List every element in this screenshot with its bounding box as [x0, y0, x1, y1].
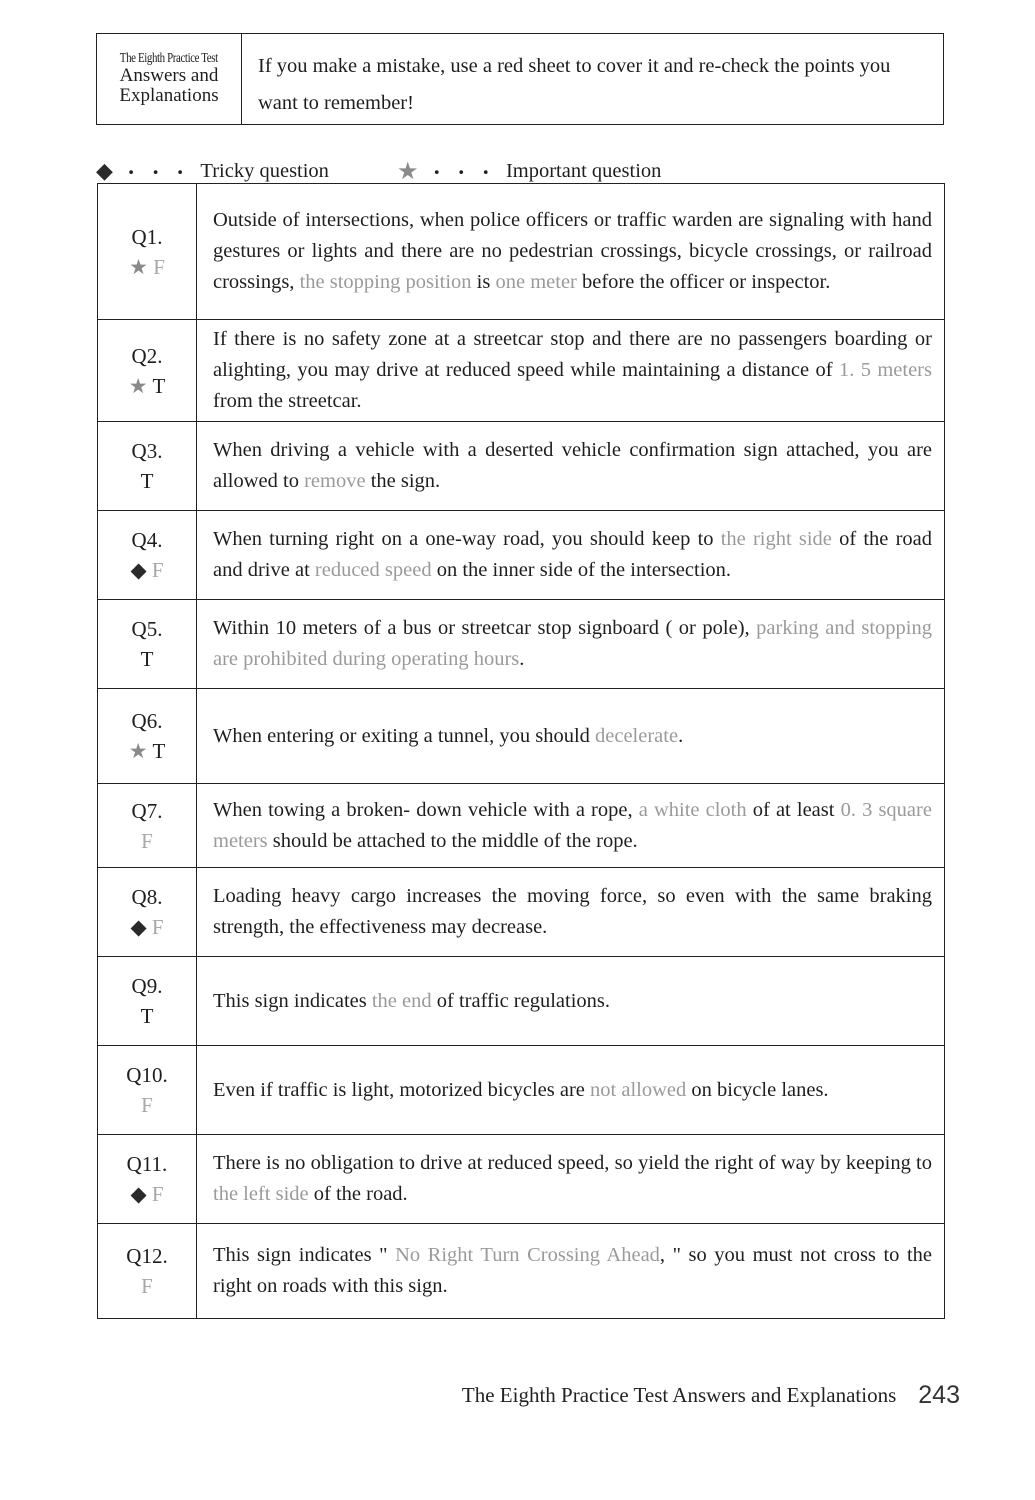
question-row — [98, 320, 945, 422]
explanation-text — [197, 1135, 945, 1224]
explanation-segment: When towing a broken- down vehicle with a rope, — [213, 798, 639, 821]
explanation-text — [197, 1224, 945, 1319]
key-phrase: the right side — [720, 528, 832, 550]
key-phrase: a white cloth — [638, 798, 747, 821]
answer-value: F — [141, 828, 153, 853]
answer-value: T — [152, 739, 166, 763]
question-row — [98, 511, 945, 600]
legend-important-label: Important question — [505, 159, 662, 182]
explanation-segment: . — [519, 648, 525, 670]
explanation-segment: When driving a vehicle with a deserted vehicle confirmation sign attached, you are allowed to — [213, 439, 932, 492]
explanation-segment: is — [471, 271, 496, 293]
question-label-cell — [98, 184, 197, 320]
key-phrase: the end — [371, 989, 432, 1012]
question-mark — [98, 252, 196, 282]
explanation-segment: before the officer or inspector. — [576, 271, 831, 293]
question-label-cell — [98, 1135, 197, 1224]
question-number: Q8. — [131, 885, 163, 909]
explanation-segment: should be attached to the middle of the rope. — [267, 829, 638, 852]
explanation-text — [197, 1046, 945, 1135]
question-label-cell — [98, 600, 197, 689]
explanation-segment: of the road and drive at — [213, 528, 932, 581]
star-icon: ★ — [128, 373, 148, 398]
answer-value: T — [140, 647, 154, 671]
star-icon: ★ — [128, 739, 148, 763]
question-number: Q2. — [131, 343, 163, 368]
star-icon: ★ — [129, 254, 148, 279]
question-label-cell — [98, 320, 197, 422]
explanation-segment: Loading heavy cargo increases the moving force, so even with the same braking strength, the effectiveness may decrease. — [213, 885, 932, 938]
question-mark — [98, 1179, 196, 1209]
answer-value: F — [151, 1182, 164, 1206]
question-mark — [98, 736, 196, 766]
key-phrase: not allowed — [590, 1078, 687, 1101]
explanation-segment: of at least — [746, 798, 841, 821]
explanation-text — [197, 957, 945, 1046]
star-icon: ★ — [396, 158, 419, 185]
question-number: Q7. — [131, 798, 163, 823]
page-number: 243 — [918, 1380, 960, 1409]
question-mark — [98, 912, 196, 942]
key-phrase: reduced speed — [314, 559, 432, 581]
question-mark — [98, 466, 196, 496]
question-row — [98, 422, 945, 511]
explanation-text — [197, 320, 945, 422]
explanation-segment: of the road. — [308, 1183, 408, 1205]
question-row — [98, 1224, 945, 1319]
legend-dots-star: ・・・ — [426, 163, 500, 185]
question-number: Q12. — [126, 1244, 168, 1268]
explanation-segment: There is no obligation to drive at reduced speed, so yield the right of way by keeping to — [213, 1152, 932, 1174]
diamond-icon: ◆ — [130, 1182, 147, 1206]
explanation-text — [197, 511, 945, 600]
diamond-icon: ◆ — [130, 915, 147, 939]
question-mark — [98, 1090, 196, 1120]
header-label — [97, 34, 242, 124]
question-number: Q1. — [131, 224, 163, 249]
question-number: Q5. — [131, 617, 163, 641]
explanation-segment: This sign indicates — [213, 989, 372, 1012]
explanation-segment: from the streetcar. — [213, 390, 362, 412]
answer-value: T — [140, 1004, 154, 1028]
explanation-segment: If there is no safety zone at a streetcar stop and there are no passengers boarding or alighting, you may drive at reduced speed while maintaining a distance of — [213, 328, 932, 381]
key-phrase: No Right Turn Crossing Ahead — [395, 1244, 660, 1266]
question-label-cell — [98, 511, 197, 600]
question-label-cell — [98, 957, 197, 1046]
header-box — [96, 33, 944, 125]
question-mark — [98, 371, 196, 401]
explanation-text — [197, 600, 945, 689]
answers-table — [97, 183, 945, 1319]
legend-dots-diamond: ・・・ — [120, 163, 195, 185]
question-label-cell — [98, 689, 197, 784]
key-phrase: the left side — [213, 1183, 309, 1205]
header-label-line3: Explanations — [119, 85, 219, 107]
question-row — [98, 868, 945, 957]
question-row — [98, 184, 945, 320]
header-note: If you make a mistake, use a red sheet to cover it and re-check the points you want to remember! — [258, 55, 891, 114]
question-label-cell — [98, 1046, 197, 1135]
explanation-text — [197, 784, 945, 868]
answer-value: F — [151, 915, 164, 939]
question-label-cell — [98, 868, 197, 957]
explanation-text — [197, 422, 945, 511]
legend-tricky-label: Tricky question — [200, 159, 329, 182]
question-number: Q4. — [131, 528, 163, 552]
explanation-segment: This sign indicates " — [213, 1244, 396, 1266]
question-label-cell — [98, 1224, 197, 1319]
question-row — [98, 1046, 945, 1135]
question-mark — [98, 826, 196, 856]
answer-value: F — [153, 254, 165, 279]
question-label-cell — [98, 784, 197, 868]
question-mark — [98, 1271, 196, 1301]
question-mark — [98, 644, 196, 674]
explanation-segment: Even if traffic is light, motorized bicycles are — [213, 1078, 591, 1101]
explanation-segment: . — [678, 724, 684, 747]
explanation-segment: , " so you must not cross to the right on roads with this sign. — [213, 1244, 932, 1297]
explanation-text — [197, 868, 945, 957]
diamond-icon: ◆ — [130, 558, 147, 582]
key-phrase: 0. 3 square meters — [213, 798, 932, 852]
header-label-line2: Answers and — [119, 65, 219, 87]
key-phrase: the stopping position — [299, 271, 472, 293]
question-row — [98, 600, 945, 689]
header-label-line1: The Eighth Practice Test — [120, 50, 218, 66]
question-row — [98, 957, 945, 1046]
answer-value: T — [152, 373, 166, 398]
key-phrase: 1. 5 meters — [838, 359, 932, 381]
answer-value: T — [140, 469, 154, 493]
explanation-text — [197, 689, 945, 784]
question-number: Q6. — [131, 709, 163, 733]
key-phrase: remove — [304, 470, 366, 492]
explanation-segment: Outside of intersections, when police officers or traffic warden are signaling with hand gestures or lights and there are no pedestrian crossings, bicycle crossings, or railroad crossings, — [213, 209, 932, 293]
explanation-segment: Within 10 meters of a bus or streetcar stop signboard ( or pole), — [213, 617, 757, 639]
question-row — [98, 689, 945, 784]
answer-value: F — [141, 1093, 153, 1117]
explanation-segment: on bicycle lanes. — [686, 1078, 829, 1101]
question-row — [98, 1135, 945, 1224]
explanation-segment: the sign. — [365, 470, 441, 492]
question-label-cell — [98, 422, 197, 511]
explanation-text — [197, 184, 945, 320]
key-phrase: one meter — [495, 271, 577, 293]
question-mark — [98, 1001, 196, 1031]
question-number: Q11. — [126, 1152, 168, 1176]
explanation-segment: When turning right on a one-way road, you should keep to — [213, 528, 721, 550]
diamond-icon: ◆ — [96, 158, 113, 183]
question-number: Q10. — [126, 1063, 168, 1087]
explanation-segment: of traffic regulations. — [431, 989, 611, 1012]
legend — [96, 156, 696, 186]
answer-value: F — [151, 558, 164, 582]
key-phrase: parking and stopping are prohibited during operating hours — [213, 617, 933, 670]
question-number: Q3. — [131, 439, 163, 463]
explanation-segment: on the inner side of the intersection. — [431, 559, 732, 581]
question-row — [98, 784, 945, 868]
explanation-segment: When entering or exiting a tunnel, you should — [213, 724, 596, 747]
question-number: Q9. — [131, 974, 163, 998]
answer-value: F — [141, 1274, 153, 1298]
question-mark — [98, 555, 196, 585]
footer-title: The Eighth Practice Test Answers and Explanations — [461, 1382, 897, 1407]
key-phrase: decelerate — [595, 724, 679, 747]
page-footer — [400, 1375, 960, 1415]
